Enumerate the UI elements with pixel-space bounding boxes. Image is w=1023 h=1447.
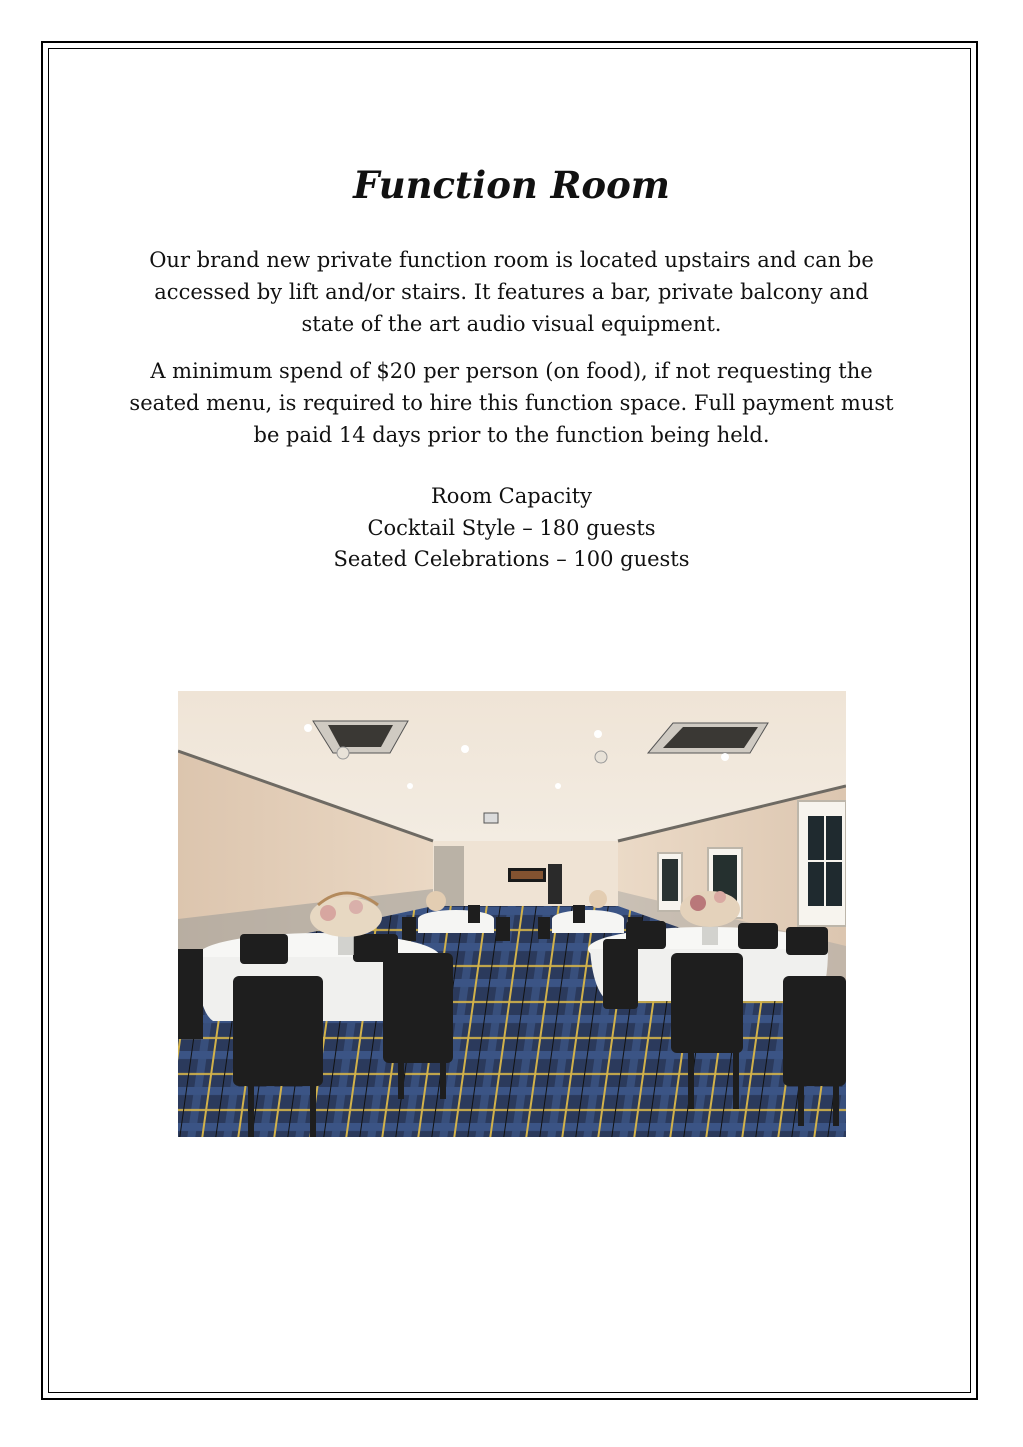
capacity-cocktail: Cocktail Style – 180 guests — [367, 515, 656, 540]
capacity-heading: Room Capacity — [430, 484, 593, 508]
page-title: Function Room — [353, 163, 670, 207]
intro-paragraph: Our brand new private function room is located upstairs and can be accessed by lift and/or stairs. It features a bar, private balcony and state of the art audio visual equipment. — [149, 248, 874, 336]
function-room-illustration — [178, 691, 846, 1137]
capacity-seated: Seated Celebrations – 100 guests — [333, 547, 690, 571]
function-room-photo — [178, 691, 846, 1137]
room-capacity-block — [0, 481, 1023, 576]
minimum-spend-paragraph: A minimum spend of $20 per person (on food), if not requesting the seated menu, is required to hire this function space. Full payment must be paid 14 days prior to the function being held. — [129, 359, 894, 447]
